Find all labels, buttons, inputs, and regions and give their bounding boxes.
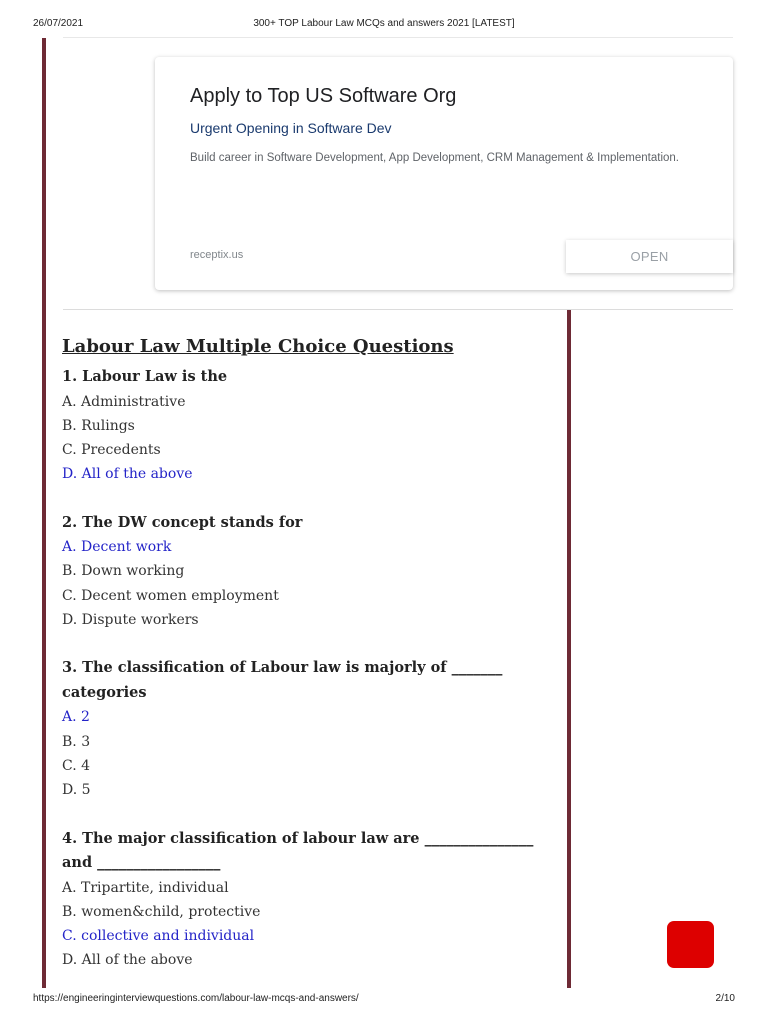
ad-open-button[interactable]: OPEN (566, 240, 733, 273)
question-1 (62, 365, 562, 487)
option-c: C. Precedents (62, 442, 161, 459)
ad-title[interactable]: Apply to Top US Software Org (190, 85, 457, 107)
question-text: 4. The major classification of labour law are _______________ and _________________ (62, 829, 534, 872)
print-date: 26/07/2021 (33, 18, 84, 29)
option-c-correct: C. collective and individual (62, 928, 255, 945)
ad-divider (63, 309, 733, 310)
page-number: 2/10 (715, 993, 735, 1004)
ad-card[interactable] (155, 57, 733, 290)
option-b: B. women&child, protective (62, 903, 261, 920)
ad-description: Build career in Software Development, App Development, CRM Management & Implementation. (190, 152, 679, 164)
option-a-correct: A. Decent work (62, 539, 172, 556)
option-b: B. Rulings (62, 417, 135, 434)
option-d: D. Dispute workers (62, 612, 199, 629)
top-divider (63, 37, 733, 38)
print-url: https://engineeringinterviewquestions.com/labour-law-mcqs-and-answers/ (33, 993, 359, 1004)
question-text: 2. The DW concept stands for (62, 513, 303, 531)
option-c: C. Decent women employment (62, 587, 279, 604)
option-d: D. 5 (62, 782, 91, 799)
ad-domain: receptix.us (190, 249, 244, 261)
article-content (62, 333, 562, 973)
question-text: 1. Labour Law is the (62, 368, 228, 385)
option-a-correct: A. 2 (62, 709, 90, 726)
print-footer (33, 993, 735, 1007)
option-b: B. 3 (62, 733, 91, 750)
option-b: B. Down working (62, 563, 185, 580)
question-2 (62, 511, 562, 633)
ad-subtitle: Urgent Opening in Software Dev (190, 120, 392, 136)
question-4 (62, 827, 562, 973)
floating-action-button[interactable] (667, 921, 714, 968)
question-text: 3. The classification of Labour law is majorly of _______ categories (62, 659, 503, 701)
option-d: D. All of the above (62, 952, 193, 969)
question-3 (62, 656, 562, 802)
print-header (33, 18, 735, 32)
option-c: C. 4 (62, 757, 91, 774)
left-accent-bar (42, 38, 46, 988)
option-d-correct: D. All of the above (62, 466, 193, 483)
option-a: A. Tripartite, individual (62, 879, 229, 896)
article-heading: Labour Law Multiple Choice Questions (62, 336, 454, 357)
print-title: 300+ TOP Labour Law MCQs and answers 2021 [LATEST] (253, 18, 515, 29)
content-right-bar (567, 310, 571, 988)
option-a: A. Administrative (62, 393, 186, 410)
